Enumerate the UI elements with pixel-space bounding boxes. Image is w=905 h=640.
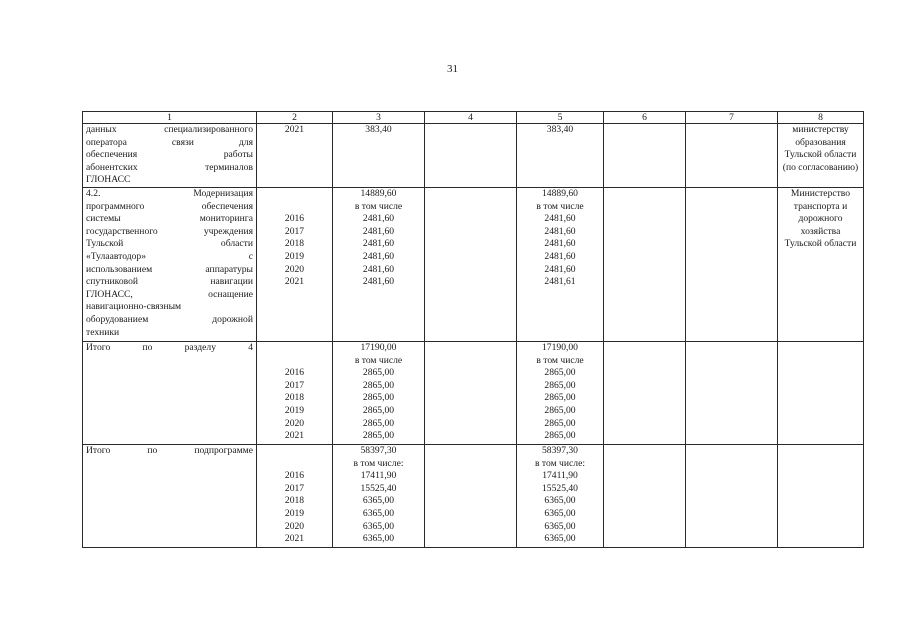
regional-budget-cell [517,342,604,445]
text-line: спутниковой навигации [86,276,253,288]
regional-budget-cell [517,445,604,548]
amount: в том числе [354,200,403,212]
year: 2019 [284,507,305,519]
amount: 2481,60 [362,263,395,275]
text-line: ГЛОНАСС [86,174,131,186]
amount: в том числе: [534,457,585,469]
amount: 2865,00 [544,430,576,442]
empty-cell [425,124,517,188]
year: 2021 [284,430,305,442]
regional-budget-cell [517,124,604,188]
year: 2020 [284,263,305,275]
col-header: 8 [778,112,864,124]
amount: 383,40 [546,124,574,135]
amount: 17411,90 [360,470,397,482]
text-line: техники [86,326,120,338]
amount: 6365,00 [544,533,576,545]
col-header: 1 [83,112,257,124]
amount: 2865,00 [362,392,395,404]
amount: 2865,00 [544,367,576,379]
amount: в том числе: [353,457,404,469]
year: 2021 [284,276,305,288]
budget-table [82,111,864,548]
empty-cell [425,445,517,548]
year: 2017 [284,379,305,391]
empty-cell [425,342,517,445]
text-line: данных специализированного [86,124,253,135]
table-row [83,445,864,548]
text-line: системы мониторинга [86,213,253,225]
text-line: Тульской области [784,238,857,250]
year [259,355,330,368]
col-header: 2 [257,112,333,124]
text-line: абонентских терминалов [86,161,253,173]
empty-cell [604,342,686,445]
executor-cell [778,188,864,342]
empty-cell [686,342,778,445]
table-row [83,124,864,188]
text-line: Министерство [790,188,851,199]
amount: 2865,00 [544,379,576,391]
amount: 2865,00 [362,404,395,416]
year: 2020 [284,520,305,532]
activity-name-cell [83,124,257,188]
page-number: 31 [447,63,458,75]
amount: 383,40 [365,124,392,135]
text-line: оборудованием дорожной [86,313,253,325]
col-header: 4 [425,112,517,124]
amount: 6365,00 [362,533,395,545]
regional-budget-cell [517,188,604,342]
amount: 15525,40 [360,482,397,494]
text-line: обеспечения работы [86,149,253,161]
table-row [83,342,864,445]
text-line: (по согласованию) [782,161,859,173]
col-header: 5 [517,112,604,124]
text-line: Тульской области [784,149,857,161]
empty-cell [604,124,686,188]
year: 2018 [284,238,305,250]
amount: 6365,00 [544,495,576,507]
subprogram-total-label: Итого по подпрограмме [83,445,257,548]
year [259,458,330,471]
amount: 2481,60 [362,276,395,288]
text-line: Тульской области [86,238,253,250]
amount: в том числе [354,354,403,366]
amount: 2865,00 [362,430,395,442]
year: 2017 [284,482,305,494]
amount: 6365,00 [544,520,576,532]
amount: 6365,00 [362,520,395,532]
text-line: министерству [792,124,849,135]
amount: 15525,40 [542,482,578,494]
empty-cell [686,124,778,188]
amount: 17190,00 [360,342,397,353]
amount: 58397,30 [542,445,578,456]
year: 2016 [284,213,305,225]
column-number-header-row [83,112,864,124]
year: 2019 [284,404,305,416]
year: 2017 [284,225,305,237]
amount: в том числе [536,354,584,366]
empty-cell [604,445,686,548]
year: 2021 [284,124,305,135]
text-line: дорожного [798,213,843,225]
amount: 2481,61 [544,276,576,288]
amount: в том числе [536,200,584,212]
amount: 6365,00 [362,495,395,507]
year [259,445,330,458]
total-amount-cell [333,342,425,445]
total-amount-cell [333,124,425,188]
year-cell [257,188,333,342]
year: 2016 [284,367,305,379]
text-line: образования [795,136,846,148]
year: 2019 [284,250,305,262]
text-line: государственного учреждения [86,225,253,237]
amount: 14889,60 [360,188,397,199]
empty-cell [425,188,517,342]
amount: 2481,60 [362,238,395,250]
amount: 2865,00 [544,404,576,416]
text-line: 4.2. Модернизация [86,188,253,199]
amount: 14889,60 [542,188,578,199]
total-amount-cell [333,445,425,548]
year: 2020 [284,417,305,429]
section-total-label: Итого по разделу 4 [83,342,257,445]
table-row [83,188,864,342]
amount: 2865,00 [362,367,395,379]
empty-cell [778,342,864,445]
year-cell [257,445,333,548]
amount: 2481,60 [544,213,576,225]
text-line: программного обеспечения [86,200,253,212]
activity-name-cell [83,188,257,342]
amount: 2481,60 [544,263,576,275]
amount: 2481,60 [362,213,395,225]
text-line: ГЛОНАСС, оснащение [86,288,253,300]
amount: 2481,60 [544,250,576,262]
year-cell [257,342,333,445]
amount: 58397,30 [360,445,397,456]
empty-cell [686,445,778,548]
text-line: оператора связи для [86,136,253,148]
text-line: «Тулаавтодор» с [86,250,253,262]
amount: 2865,00 [362,417,395,429]
executor-cell [778,124,864,188]
text-line: использованием аппаратуры [86,263,253,275]
year: 2016 [284,470,305,482]
amount: 2481,60 [362,225,395,237]
year [259,188,330,201]
amount: 2481,60 [544,238,576,250]
amount: 2865,00 [362,379,395,391]
total-amount-cell [333,188,425,342]
amount: 2481,60 [362,250,395,262]
year-cell [257,124,333,188]
year: 2018 [284,495,305,507]
year: 2021 [284,533,305,545]
col-header: 6 [604,112,686,124]
text-line: навигационно-связным [86,301,182,313]
year [259,342,330,355]
amount: 2865,00 [544,392,576,404]
col-header: 3 [333,112,425,124]
amount: 6365,00 [544,507,576,519]
amount: 17411,90 [542,470,578,482]
amount: 17190,00 [542,342,578,353]
text-line: хозяйства [800,225,841,237]
year [259,201,330,214]
amount: 2865,00 [544,417,576,429]
empty-cell [686,188,778,342]
year: 2018 [284,392,305,404]
empty-cell [604,188,686,342]
col-header: 7 [686,112,778,124]
empty-cell [778,445,864,548]
text-line: транспорта и [793,200,848,212]
amount: 2481,60 [544,225,576,237]
amount: 6365,00 [362,507,395,519]
